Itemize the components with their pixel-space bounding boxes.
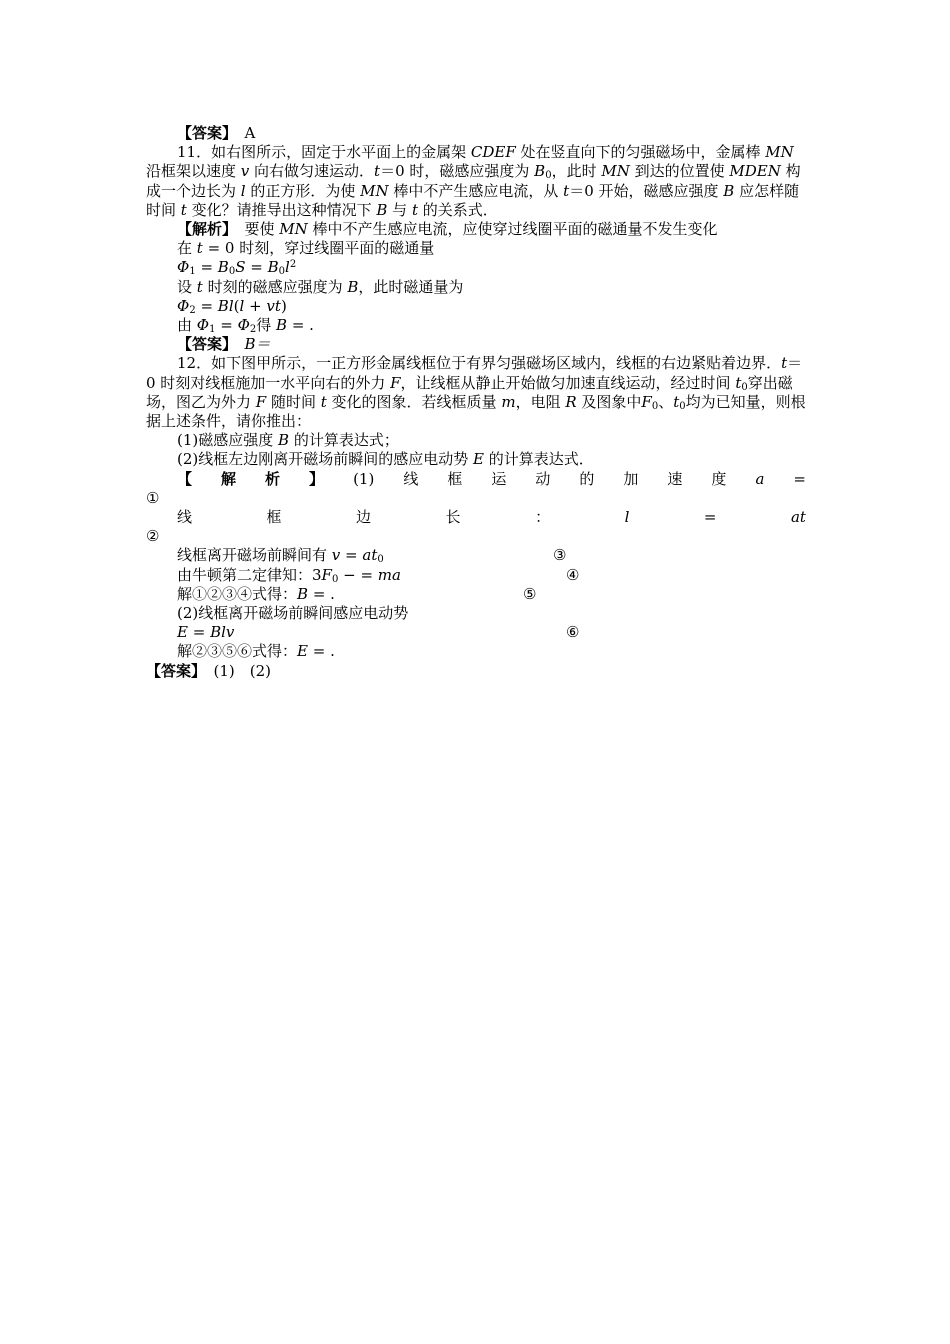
bracket: 】 <box>309 469 325 488</box>
t0: t <box>673 392 680 411</box>
text: 经过时间 <box>670 373 736 392</box>
char: ： <box>535 508 551 527</box>
mn: MN <box>279 220 308 239</box>
sub: 0 <box>741 381 748 393</box>
text: = <box>340 546 363 565</box>
text: 穿出磁场，图乙为外力 <box>146 373 793 411</box>
q11-t: t <box>563 181 570 200</box>
solution-11-line4 <box>146 278 806 297</box>
text: 得 <box>256 316 277 335</box>
q11-text: ＝0 开始，磁感 <box>569 181 674 200</box>
text: = <box>245 258 268 277</box>
t: t <box>196 277 203 296</box>
text: ，电阻 <box>515 392 566 411</box>
q11-mden: MDEN <box>729 162 781 181</box>
text <box>177 623 566 642</box>
char: 速 <box>667 469 683 488</box>
sub: 0 <box>377 554 384 566</box>
solution-12-line4 <box>146 566 806 585</box>
b: B <box>297 584 309 603</box>
circled-number: ⑤ <box>523 584 537 603</box>
text: 边界． <box>736 354 782 373</box>
text: 设 <box>177 277 197 296</box>
text: = . <box>308 584 335 603</box>
e: E <box>473 450 484 469</box>
text: ( <box>233 296 240 315</box>
circled-number: ② <box>146 527 160 546</box>
text: 、 <box>658 392 674 411</box>
sub: 0 <box>278 266 285 278</box>
q11-mn: MN <box>360 181 389 200</box>
text: 在 <box>177 239 197 258</box>
sub: 0 <box>679 400 686 412</box>
q11-text: 与 <box>387 200 412 219</box>
solution-11-line2 <box>146 239 806 258</box>
char: (1) <box>353 469 375 488</box>
solution-11-line5 <box>146 297 806 316</box>
bracket: 【 <box>177 469 193 488</box>
text: = <box>187 623 211 642</box>
f: F <box>641 392 652 411</box>
text <box>177 546 553 565</box>
b: B <box>217 258 229 277</box>
q11-text: 向右做匀速运动． <box>249 162 375 181</box>
q11-text: 到达的位置 <box>629 162 710 181</box>
char: 析 <box>265 469 281 488</box>
q11-text: 棒 <box>745 143 766 162</box>
answer-tag: 【答案】 <box>177 124 230 142</box>
text: 的计算表达式． <box>483 450 594 469</box>
text: ＝0 时刻对线框施加一水平向右的外力 <box>146 354 803 392</box>
phi: Φ <box>196 316 210 335</box>
q11-text: 变化？请推导出这种情况下 <box>186 200 377 219</box>
q11-text: 11．如右图所示，固定于水平面上的金属架 <box>177 143 471 162</box>
t: t <box>274 296 281 315</box>
ma: ma <box>377 565 401 584</box>
text: − <box>338 565 361 584</box>
text: + <box>244 296 267 315</box>
t0: t <box>735 373 742 392</box>
solution-11-line3 <box>146 258 806 277</box>
char: l <box>624 508 630 527</box>
text: = <box>195 296 218 315</box>
text: ) <box>280 296 287 315</box>
char: 框 <box>266 508 282 527</box>
q11-text: 应强度 <box>673 181 724 200</box>
blv: Blv <box>210 623 235 642</box>
sub: 0 <box>228 266 236 278</box>
e: E <box>297 642 308 661</box>
text: = <box>195 258 218 277</box>
text <box>177 566 566 585</box>
q11-text: 沿框架以速度 <box>146 162 241 181</box>
text: 由牛顿第二定律知：3 <box>177 565 322 584</box>
text <box>177 585 523 604</box>
char: 长 <box>445 508 461 527</box>
char: 解 <box>221 469 237 488</box>
text: (1)磁感应强度 <box>177 431 279 450</box>
l: l <box>228 296 234 315</box>
q11-b0: B <box>534 162 546 181</box>
solution-12-line8 <box>146 642 806 661</box>
sub: 1 <box>209 324 216 336</box>
phi: Φ <box>177 258 190 277</box>
text: 由 <box>177 316 197 335</box>
text: (2)线框离开磁场前瞬间感应电动势 <box>177 604 409 623</box>
text: 均为已知量，则根据上述条件，请你推出： <box>146 392 806 431</box>
q11-text: ＝0 时，磁感应强度为 <box>380 162 535 181</box>
text: 时刻的磁感应强度为 <box>202 277 348 296</box>
q11-t: t <box>374 162 381 181</box>
t: t <box>320 392 327 411</box>
b: B <box>278 431 290 450</box>
circled-number: ④ <box>566 565 580 584</box>
phi: Φ <box>177 296 190 315</box>
text: 及图象中 <box>576 392 642 411</box>
b: B <box>347 277 359 296</box>
l: l <box>239 296 245 315</box>
v: v <box>331 546 341 565</box>
q11-text: 处在竖直向下的匀强磁场中，金属 <box>515 143 746 162</box>
solution-11-line1 <box>146 220 806 239</box>
q11-text: 棒中不产生感应电流，从 <box>388 181 564 200</box>
text: = . <box>287 316 314 335</box>
q12-sub1 <box>146 431 806 450</box>
t: t <box>196 239 203 258</box>
text: 随时间 <box>266 392 321 411</box>
jiexi-tag: 【解析】 <box>177 220 230 239</box>
q11-b: B <box>376 200 388 219</box>
char: 动 <box>535 469 551 488</box>
q11-b0-sub: 0 <box>545 170 552 182</box>
char: a <box>755 469 765 488</box>
sub: 0 <box>651 400 659 412</box>
char: 线 <box>403 469 419 488</box>
answer-tag: 【答案】 <box>146 661 199 680</box>
f: F <box>255 392 267 411</box>
sub: 1 <box>189 266 196 278</box>
t: t <box>781 354 788 373</box>
circled-1 <box>146 489 806 508</box>
q11-t: t <box>180 200 187 219</box>
sup: 2 <box>289 259 297 271</box>
q11-t: t <box>411 200 418 219</box>
q11-v: v <box>240 162 250 181</box>
q11-l: l <box>240 181 246 200</box>
answer-line <box>146 124 806 143</box>
document-body <box>146 124 806 681</box>
b: B <box>276 316 288 335</box>
answer-tag: 【答案】 <box>177 335 230 354</box>
b: B <box>267 258 279 277</box>
q11-text: 的关系式． <box>417 200 498 219</box>
text: 棒中不产生感应电流，应使穿过线圈平面的磁通量不发生变化 <box>307 220 718 239</box>
b: B <box>217 296 229 315</box>
phi: Φ <box>237 316 250 335</box>
text: 线框离开磁场前瞬间有 <box>177 546 332 565</box>
f: F <box>390 373 401 392</box>
solution-12-spread2 <box>146 508 806 527</box>
f: F <box>321 565 332 584</box>
solution-12-spread1 <box>146 470 806 489</box>
text: = <box>360 565 378 584</box>
question-12 <box>146 354 806 431</box>
char: 度 <box>711 469 727 488</box>
text: 要使 <box>229 220 280 239</box>
q12-sub2 <box>146 450 806 469</box>
text: ，此时磁通量为 <box>358 277 464 296</box>
q11-cdef: CDEF <box>470 143 516 162</box>
circled-2 <box>146 527 806 546</box>
q11-b: B <box>723 181 735 200</box>
char: = <box>793 469 806 488</box>
v: v <box>266 296 275 315</box>
q11-text: ，此时 <box>551 162 602 181</box>
text: 的计算表达式； <box>289 431 399 450</box>
q11-text: 使 <box>709 162 730 181</box>
q11-mn: MN <box>601 162 630 181</box>
text: ，让线框从静止开始做匀加速直线运动， <box>400 373 671 392</box>
e: E <box>177 623 188 642</box>
circled-number: ⑥ <box>566 623 580 642</box>
q11-mn: MN <box>765 143 794 162</box>
s: S <box>235 258 246 277</box>
text: (2)线框左边刚离开磁场前瞬间的感应电动势 <box>177 450 474 469</box>
question-11 <box>146 143 806 220</box>
text: = . <box>307 642 335 661</box>
answer-value: (1) (2) <box>198 661 272 680</box>
char: 运 <box>491 469 507 488</box>
char: = <box>703 508 717 527</box>
m: m <box>501 392 516 411</box>
text: 解②③⑤⑥式得： <box>177 642 298 661</box>
char: 的 <box>579 469 595 488</box>
text: = 0 时刻，穿过线圈平面的磁通量 <box>202 239 435 258</box>
q11-text: 的正方形．为使 <box>245 181 361 200</box>
text: 解①②③④式得： <box>177 584 298 603</box>
t: t <box>371 546 378 565</box>
char: 边 <box>356 508 372 527</box>
a: a <box>362 546 372 565</box>
circled-number: ① <box>146 488 160 507</box>
text: 变化的图象．若线框质量 <box>326 392 502 411</box>
char: 加 <box>623 469 639 488</box>
char: at <box>790 508 806 527</box>
sub: 2 <box>189 304 196 316</box>
circled-number: ③ <box>553 546 567 565</box>
solution-12-line5 <box>146 585 806 604</box>
answer-12 <box>146 662 806 681</box>
answer-value: A <box>244 124 256 142</box>
solution-12-line6 <box>146 604 806 623</box>
l: l <box>285 258 290 277</box>
answer-value: B＝ <box>244 335 271 354</box>
q11-text: 应怎样随时间 <box>146 181 800 219</box>
char: 框 <box>447 469 463 488</box>
sub: 0 <box>331 573 339 585</box>
solution-12-line3 <box>146 546 806 565</box>
text: 12．如下图甲所示，一正方形金属线框位于有界匀强磁场区域内，线框的右边紧贴着 <box>177 354 737 373</box>
char: 线 <box>177 508 193 527</box>
solution-12-line7 <box>146 623 806 642</box>
q11-text: 构成一个边长为 <box>146 162 801 200</box>
answer-11 <box>146 335 806 354</box>
solution-11-line6 <box>146 316 806 335</box>
sub: 2 <box>249 324 257 336</box>
r: R <box>565 392 577 411</box>
text: = <box>215 316 238 335</box>
